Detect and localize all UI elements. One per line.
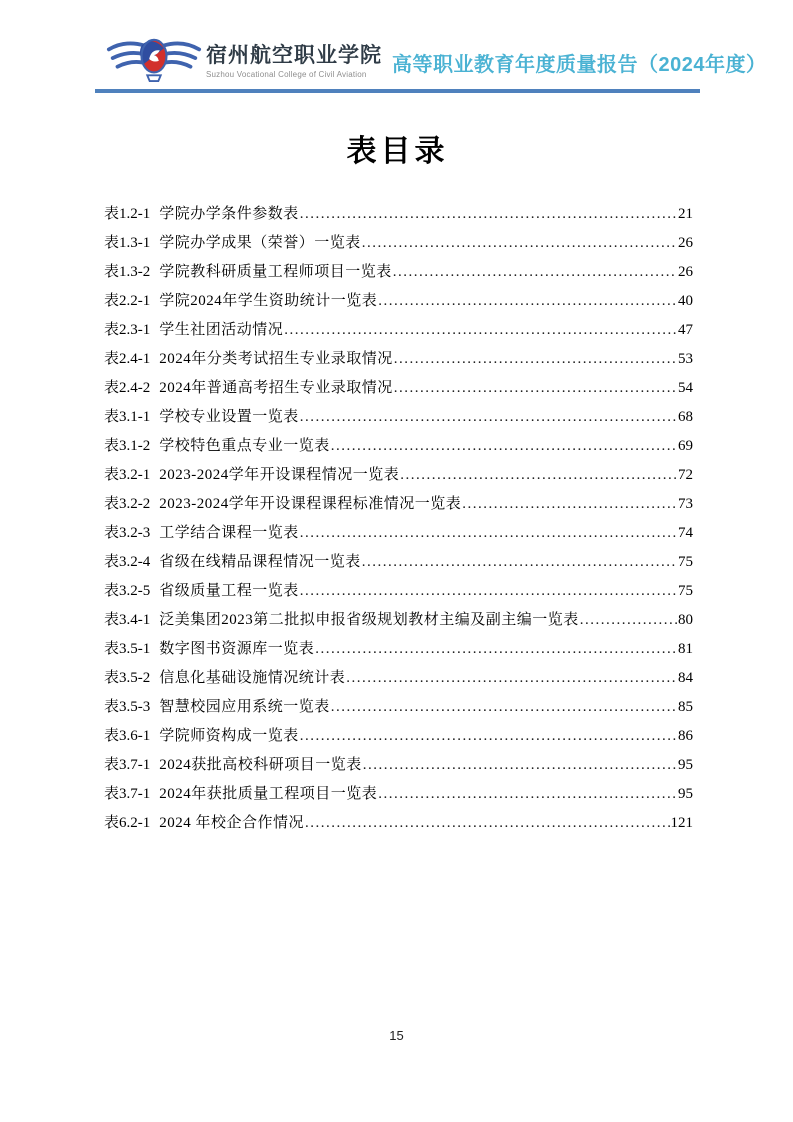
toc-entry[interactable] — [104, 200, 693, 229]
college-name-en: Suzhou Vocational College of Civil Aviation — [206, 70, 367, 79]
toc-entry-page-number: 75 — [678, 554, 693, 570]
toc-entry-page-number: 85 — [678, 699, 693, 715]
toc-entry-number: 表3.2-4 — [104, 554, 151, 570]
toc-entry-page-number: 86 — [678, 728, 693, 744]
toc-dot-leader — [300, 722, 677, 751]
toc-entry[interactable] — [104, 345, 693, 374]
college-name-block — [206, 39, 382, 79]
toc-list — [104, 200, 693, 838]
college-logo-icon — [106, 31, 202, 87]
toc-entry[interactable] — [104, 316, 693, 345]
toc-entry-number: 表1.3-1 — [104, 235, 151, 251]
toc-entry[interactable] — [104, 519, 693, 548]
toc-entry-number: 表3.7-1 — [104, 757, 151, 773]
toc-entry-number: 表2.2-1 — [104, 293, 151, 309]
toc-entry[interactable] — [104, 577, 693, 606]
toc-entry-page-number: 72 — [678, 467, 693, 483]
toc-entry-title: 学院师资构成一览表 — [159, 728, 299, 744]
toc-entry-title: 信息化基础设施情况统计表 — [159, 670, 346, 686]
toc-entry-page-number: 73 — [678, 496, 693, 512]
toc-entry-page-number: 68 — [678, 409, 693, 425]
toc-entry-number: 表3.2-1 — [104, 467, 151, 483]
toc-dot-leader — [315, 635, 677, 664]
toc-dot-leader — [394, 374, 677, 403]
college-brand — [106, 31, 382, 87]
toc-entry-page-number: 74 — [678, 525, 693, 541]
toc-entry-title: 2024年普通高考招生专业录取情况 — [159, 380, 393, 396]
toc-entry-page-number: 75 — [678, 583, 693, 599]
toc-entry[interactable] — [104, 809, 693, 838]
toc-entry-number: 表1.3-2 — [104, 264, 151, 280]
toc-entry-page-number: 54 — [678, 380, 693, 396]
toc-entry-number: 表2.4-2 — [104, 380, 151, 396]
toc-dot-leader — [300, 577, 677, 606]
toc-entry-number: 表3.5-1 — [104, 641, 151, 657]
toc-entry[interactable] — [104, 287, 693, 316]
toc-entry[interactable] — [104, 258, 693, 287]
toc-entry-page-number: 40 — [678, 293, 693, 309]
toc-entry-page-number: 21 — [678, 206, 693, 222]
toc-dot-leader — [305, 809, 669, 838]
toc-entry-title: 学校特色重点专业一览表 — [159, 438, 330, 454]
toc-dot-leader — [346, 664, 677, 693]
toc-dot-leader — [331, 432, 677, 461]
toc-entry[interactable] — [104, 606, 693, 635]
toc-dot-leader — [284, 316, 677, 345]
toc-entry-number: 表3.2-2 — [104, 496, 151, 512]
toc-entry-title: 数字图书资源库一览表 — [159, 641, 315, 657]
toc-dot-leader — [462, 490, 677, 519]
toc-dot-leader — [400, 461, 677, 490]
toc-dot-leader — [362, 548, 677, 577]
toc-entry[interactable] — [104, 461, 693, 490]
toc-entry-title: 省级在线精品课程情况一览表 — [159, 554, 361, 570]
toc-entry-title: 学院办学成果（荣誉）一览表 — [159, 235, 361, 251]
toc-entry-title: 学院教科研质量工程师项目一览表 — [159, 264, 392, 280]
toc-dot-leader — [300, 200, 677, 229]
toc-entry-title: 2024 年校企合作情况 — [159, 815, 305, 831]
toc-entry-page-number: 53 — [678, 351, 693, 367]
toc-dot-leader — [378, 287, 677, 316]
toc-dot-leader — [362, 229, 677, 258]
toc-dot-leader — [300, 403, 677, 432]
toc-entry-page-number: 95 — [678, 757, 693, 773]
toc-entry-number: 表1.2-1 — [104, 206, 151, 222]
toc-entry-title: 2024获批高校科研项目一览表 — [159, 757, 362, 773]
toc-entry-title: 智慧校园应用系统一览表 — [159, 699, 330, 715]
toc-entry-page-number: 121 — [670, 815, 693, 831]
toc-entry-title: 2023-2024学年开设课程情况一览表 — [159, 467, 400, 483]
toc-dot-leader — [394, 345, 677, 374]
toc-entry[interactable] — [104, 490, 693, 519]
toc-entry[interactable] — [104, 548, 693, 577]
toc-entry-number: 表3.5-2 — [104, 670, 151, 686]
toc-entry-number: 表3.2-5 — [104, 583, 151, 599]
toc-entry[interactable] — [104, 780, 693, 809]
toc-entry-number: 表3.4-1 — [104, 612, 151, 628]
college-name-zh: 宿州航空职业学院 — [206, 44, 382, 67]
toc-entry-title: 泛美集团2023第二批拟申报省级规划教材主编及副主编一览表 — [159, 612, 579, 628]
toc-entry-page-number: 95 — [678, 786, 693, 802]
toc-entry[interactable] — [104, 722, 693, 751]
toc-entry-page-number: 26 — [678, 264, 693, 280]
toc-entry[interactable] — [104, 751, 693, 780]
toc-entry-title: 学院办学条件参数表 — [159, 206, 299, 222]
toc-entry-number: 表3.5-3 — [104, 699, 151, 715]
toc-dot-leader — [331, 693, 677, 722]
toc-entry-page-number: 80 — [678, 612, 693, 628]
toc-entry-title: 2023-2024学年开设课程课程标准情况一览表 — [159, 496, 462, 512]
report-title: 高等职业教育年度质量报告（2024年度） — [392, 53, 767, 76]
toc-dot-leader — [393, 258, 677, 287]
header-divider-rule — [95, 89, 700, 93]
toc-entry-title: 2024年分类考试招生专业录取情况 — [159, 351, 393, 367]
toc-entry-number: 表2.3-1 — [104, 322, 151, 338]
toc-entry-title: 工学结合课程一览表 — [159, 525, 299, 541]
toc-entry-title: 省级质量工程一览表 — [159, 583, 299, 599]
toc-entry-number: 表6.2-1 — [104, 815, 151, 831]
toc-entry[interactable] — [104, 403, 693, 432]
page-number: 15 — [389, 1028, 404, 1043]
toc-entry-number: 表3.1-2 — [104, 438, 151, 454]
page-title: 表目录 — [346, 135, 449, 168]
toc-entry[interactable] — [104, 664, 693, 693]
toc-entry[interactable] — [104, 635, 693, 664]
toc-entry-page-number: 26 — [678, 235, 693, 251]
toc-dot-leader — [363, 751, 677, 780]
toc-entry-page-number: 69 — [678, 438, 693, 454]
toc-entry-number: 表3.6-1 — [104, 728, 151, 744]
toc-entry-number: 表3.2-3 — [104, 525, 151, 541]
toc-entry-title: 学院2024年学生资助统计一览表 — [159, 293, 378, 309]
toc-entry-title: 2024年获批质量工程项目一览表 — [159, 786, 378, 802]
toc-entry-number: 表3.1-1 — [104, 409, 151, 425]
toc-entry-number: 表2.4-1 — [104, 351, 151, 367]
toc-entry[interactable] — [104, 432, 693, 461]
toc-dot-leader — [580, 606, 677, 635]
page-footer — [0, 1028, 793, 1043]
toc-entry-number: 表3.7-1 — [104, 786, 151, 802]
toc-entry-page-number: 47 — [678, 322, 693, 338]
toc-dot-leader — [300, 519, 677, 548]
toc-dot-leader — [378, 780, 677, 809]
toc-entry[interactable] — [104, 229, 693, 258]
toc-entry[interactable] — [104, 693, 693, 722]
toc-entry-page-number: 84 — [678, 670, 693, 686]
toc-entry-title: 学生社团活动情况 — [159, 322, 284, 338]
toc-entry[interactable] — [104, 374, 693, 403]
page-header — [106, 30, 767, 88]
toc-entry-page-number: 81 — [678, 641, 693, 657]
toc-entry-title: 学校专业设置一览表 — [159, 409, 299, 425]
